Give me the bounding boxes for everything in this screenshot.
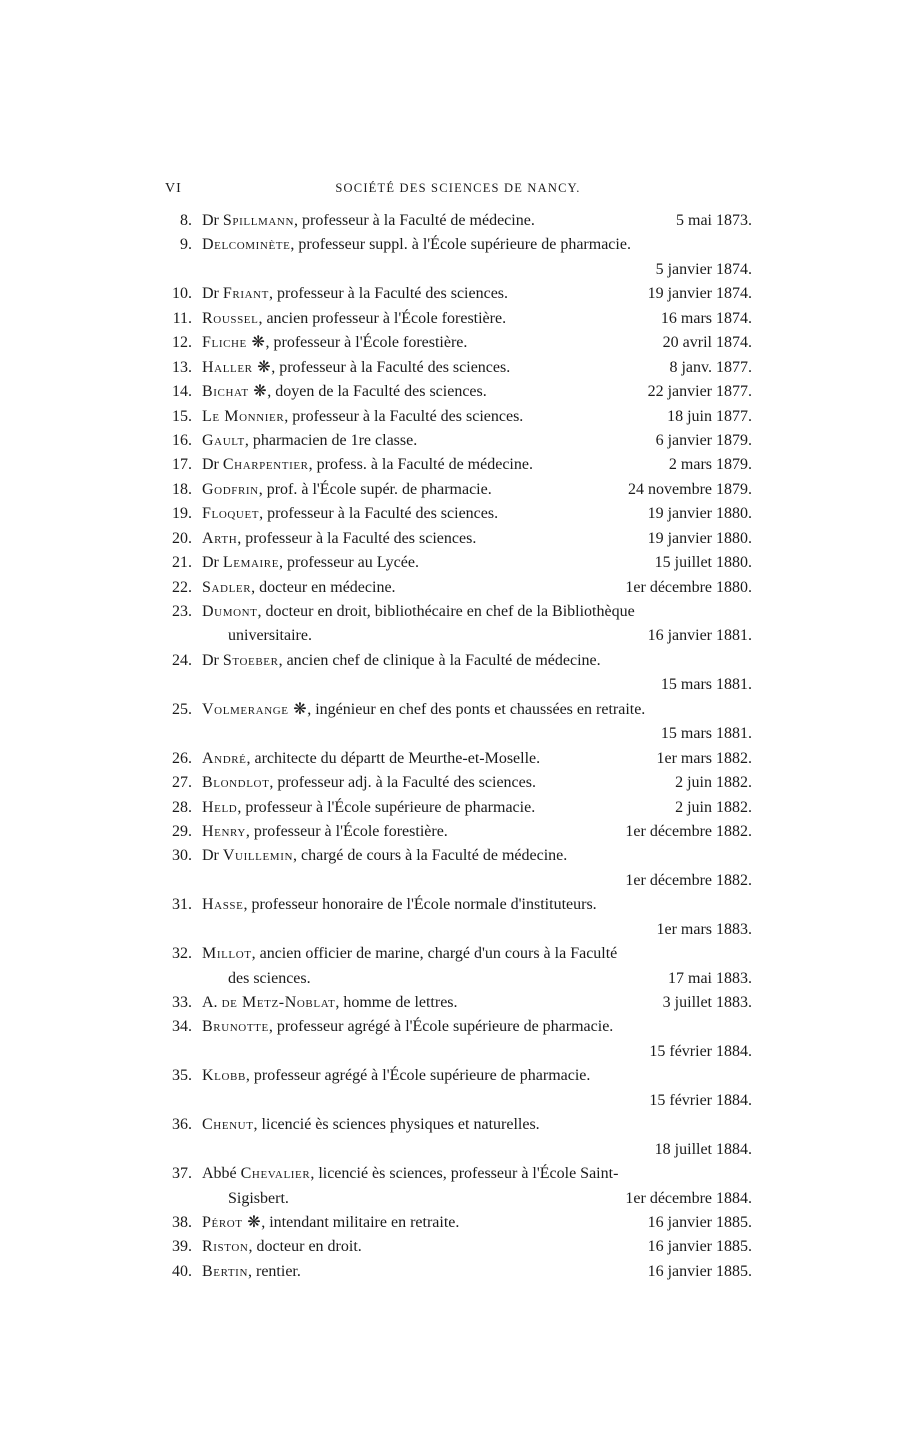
- entry-line: [162, 1260, 752, 1284]
- entry-line: [162, 527, 752, 551]
- entry-line: [162, 478, 752, 502]
- member-title: , ancien professeur à l'École forestière.: [258, 309, 507, 327]
- member-name: Fliche ❋: [202, 334, 266, 352]
- entry-continuation: Sigisbert.: [228, 1189, 289, 1207]
- entry-date-line: [162, 1089, 752, 1113]
- entry-number: 33.: [172, 994, 192, 1011]
- member-name: Bertin: [202, 1262, 248, 1280]
- member-name: Brunotte: [202, 1018, 269, 1036]
- entry-text: [202, 1015, 613, 1039]
- member-title: , ancien officier de marine, chargé d'un cours à la Faculté: [251, 945, 618, 963]
- entry-continuation-line: [162, 967, 752, 991]
- entry-line: [162, 233, 752, 257]
- entry-date: 19 janvier 1880.: [647, 505, 752, 523]
- member-name: Delcominète: [202, 236, 291, 254]
- entry-date: 3 juillet 1883.: [662, 994, 752, 1011]
- entry-date-line: [162, 673, 752, 697]
- entry-number: 35.: [172, 1067, 192, 1085]
- entry-date: 1er mars 1882.: [656, 749, 752, 767]
- entry-text: [202, 356, 510, 380]
- entry-number: 39.: [172, 1238, 192, 1256]
- member-name: Volmerange ❋: [202, 700, 308, 718]
- entry-date: 15 mars 1881.: [660, 725, 752, 743]
- member-name: Friant: [222, 285, 269, 303]
- member-title: , professeur suppl. à l'École supérieure de pharmacie.: [290, 236, 631, 254]
- member-name: Charpentier: [222, 456, 309, 474]
- entry-text: [202, 1162, 618, 1186]
- member-title: , professeur à la Faculté des sciences.: [271, 358, 511, 376]
- member-title: , ingénieur en chef des ponts et chaussées en retraite.: [307, 700, 646, 718]
- member-title: , doyen de la Faculté des sciences.: [267, 383, 487, 401]
- entry-text: [202, 405, 523, 429]
- entry-date: 5 janvier 1874.: [655, 260, 752, 278]
- entry-continuation-line: [162, 1187, 752, 1211]
- list-item: [162, 380, 752, 404]
- list-item: [162, 991, 752, 1015]
- entry-number: 30.: [172, 847, 192, 865]
- entry-number: 37.: [172, 1165, 192, 1183]
- entry-line: [162, 453, 752, 477]
- entry-line: [162, 747, 752, 771]
- entry-number: 26.: [172, 749, 192, 767]
- member-title: , professeur agrégé à l'École supérieure de pharmacie.: [268, 1018, 614, 1036]
- entry-line: [162, 698, 752, 722]
- entry-number: 9.: [180, 236, 192, 254]
- member-title: , profess. à la Faculté de médecine.: [308, 456, 533, 474]
- member-name: Held: [202, 798, 238, 816]
- member-title: , professeur à l'École forestière.: [265, 334, 468, 352]
- member-title: , prof. à l'École supér. de pharmacie.: [258, 480, 492, 498]
- member-name: Stoeber: [222, 651, 279, 669]
- list-item: [162, 942, 752, 991]
- entry-number: 14.: [172, 383, 192, 401]
- list-item: [162, 307, 752, 331]
- member-name: Floquet: [202, 505, 260, 523]
- list-item: [162, 600, 752, 649]
- entry-date: 1er mars 1883.: [656, 920, 752, 938]
- member-title: , architecte du départt de Meurthe-et-Moselle.: [246, 749, 541, 767]
- member-title: , pharmacien de 1re classe.: [244, 431, 418, 449]
- entry-text: [202, 209, 535, 233]
- entry-number: 21.: [172, 554, 192, 572]
- list-item: [162, 796, 752, 820]
- entry-text: [202, 453, 533, 477]
- entry-number: 31.: [172, 896, 192, 914]
- list-item: [162, 527, 752, 551]
- member-name: Gault: [202, 431, 245, 449]
- entry-line: [162, 1015, 752, 1039]
- entry-text: [202, 844, 567, 868]
- entry-text: [202, 576, 396, 600]
- entry-number: 12.: [172, 334, 192, 352]
- entry-date: 5 mai 1873.: [676, 212, 752, 229]
- entry-line: [162, 796, 752, 820]
- entry-line: [162, 502, 752, 526]
- list-item: [162, 233, 752, 282]
- entry-text: [202, 1211, 459, 1235]
- entry-number: 15.: [172, 407, 192, 425]
- entry-date-line: [162, 918, 752, 942]
- member-name: Millot: [202, 945, 252, 963]
- entry-date: 16 mars 1874.: [660, 309, 752, 327]
- entry-prefix: Dr: [202, 285, 223, 303]
- member-name: Chevalier: [240, 1165, 311, 1183]
- entry-text: [202, 527, 476, 551]
- member-title: , homme de lettres.: [335, 994, 458, 1011]
- running-title: SOCIÉTÉ DES SCIENCES DE NANCY.: [335, 181, 581, 195]
- entry-number: 32.: [172, 945, 192, 963]
- member-title: , professeur à la Faculté des sciences.: [269, 285, 509, 303]
- entry-date: 22 janvier 1877.: [647, 383, 752, 401]
- entry-date: 16 janvier 1885.: [647, 1238, 752, 1256]
- entry-number: 38.: [172, 1213, 192, 1231]
- entry-text: [202, 1235, 362, 1259]
- entry-line: [162, 649, 752, 673]
- member-title: , professeur à la Faculté des sciences.: [284, 407, 524, 425]
- member-name: André: [202, 749, 247, 767]
- entry-text: [202, 649, 601, 673]
- entry-text: [202, 747, 540, 771]
- entry-text: [202, 1113, 540, 1137]
- list-item: [162, 1211, 752, 1235]
- member-name: Riston: [202, 1238, 249, 1256]
- entry-line: [162, 429, 752, 453]
- entry-number: 29.: [172, 822, 192, 840]
- list-item: [162, 478, 752, 502]
- entry-number: 40.: [172, 1262, 192, 1280]
- entry-date: 20 avril 1874.: [662, 334, 752, 352]
- member-title: , docteur en droit, bibliothécaire en chef de la Bibliothèque: [257, 603, 635, 620]
- list-item: [162, 282, 752, 306]
- list-item: [162, 893, 752, 942]
- list-item: [162, 1015, 752, 1064]
- entry-line: [162, 771, 752, 795]
- entry-text: [202, 820, 448, 844]
- member-title: , professeur adj. à la Faculté des sciences.: [269, 774, 536, 792]
- entry-date-line: [162, 869, 752, 893]
- entry-continuation: universitaire.: [228, 627, 312, 645]
- list-item: [162, 1113, 752, 1162]
- entry-date: 15 juillet 1880.: [654, 554, 752, 572]
- entry-number: 22.: [172, 578, 192, 596]
- entry-line: [162, 1113, 752, 1137]
- entry-line: [162, 893, 752, 917]
- entry-line: [162, 405, 752, 429]
- entry-line: [162, 282, 752, 306]
- member-title: , professeur à la Faculté des sciences.: [237, 529, 477, 547]
- member-list: [162, 209, 752, 1284]
- entry-number: 18.: [172, 480, 192, 498]
- entry-prefix: A.: [202, 994, 222, 1011]
- entry-text: [202, 380, 487, 404]
- entry-line: [162, 380, 752, 404]
- entry-text: [202, 600, 635, 624]
- entry-number: 25.: [172, 700, 192, 718]
- member-title: , professeur à l'École forestière.: [245, 822, 448, 840]
- entry-prefix: Dr: [202, 847, 223, 865]
- list-item: [162, 771, 752, 795]
- list-item: [162, 844, 752, 893]
- member-name: Godfrin: [202, 480, 259, 498]
- entry-text: [202, 1260, 301, 1284]
- member-name: Chenut: [202, 1116, 254, 1134]
- entry-date: 8 janv. 1877.: [669, 358, 752, 376]
- entry-number: 23.: [172, 603, 192, 620]
- member-title: , professeur honoraire de l'École normale d'instituteurs.: [243, 896, 597, 914]
- member-name: Bichat ❋: [202, 383, 268, 401]
- list-item: [162, 1260, 752, 1284]
- member-name: Klobb: [202, 1067, 246, 1085]
- entry-date: 15 février 1884.: [649, 1042, 752, 1060]
- entry-prefix: Dr: [202, 456, 223, 474]
- member-name: Le Monnier: [202, 407, 285, 425]
- entry-number: 11.: [172, 309, 192, 327]
- member-title: , ancien chef de clinique à la Faculté de médecine.: [278, 651, 601, 669]
- member-title: , chargé de cours à la Faculté de médecine.: [293, 847, 568, 865]
- list-item: [162, 1162, 752, 1211]
- member-title: , professeur agrégé à l'École supérieure de pharmacie.: [245, 1067, 591, 1085]
- entry-date: 15 mars 1881.: [660, 676, 752, 694]
- entry-number: 20.: [172, 529, 192, 547]
- entry-line: [162, 991, 752, 1015]
- entry-number: 36.: [172, 1116, 192, 1134]
- list-item: [162, 429, 752, 453]
- entry-prefix: Abbé: [202, 1165, 241, 1183]
- entry-number: 34.: [172, 1018, 192, 1036]
- entry-date: 1er décembre 1880.: [625, 578, 752, 596]
- member-title: , professeur à la Faculté de médecine.: [294, 212, 535, 229]
- member-title: , licencié ès sciences physiques et naturelles.: [253, 1116, 540, 1134]
- entry-text: [202, 307, 506, 331]
- member-title: , licencié ès sciences, professeur à l'École Saint-: [310, 1165, 619, 1183]
- member-name: Henry: [202, 822, 246, 840]
- entry-date: 1er décembre 1882.: [625, 871, 752, 889]
- member-title: , docteur en droit.: [248, 1238, 362, 1256]
- entry-date: 2 juin 1882.: [675, 774, 752, 792]
- member-name: Roussel: [202, 309, 259, 327]
- entry-line: [162, 576, 752, 600]
- entry-date-line: [162, 1040, 752, 1064]
- entry-date: 17 mai 1883.: [668, 969, 752, 987]
- member-title: , professeur à l'École supérieure de pharmacie.: [237, 798, 536, 816]
- member-name: Arth: [202, 529, 238, 547]
- entry-line: [162, 1211, 752, 1235]
- list-item: [162, 698, 752, 747]
- entry-number: 28.: [172, 798, 192, 816]
- entry-text: [202, 771, 536, 795]
- entry-line: [162, 1162, 752, 1186]
- entry-prefix: Dr: [202, 554, 223, 572]
- member-name: Sadler: [202, 578, 252, 596]
- entry-text: [202, 893, 597, 917]
- entry-date: 16 janvier 1881.: [647, 627, 752, 645]
- entry-date: 18 juin 1877.: [667, 407, 752, 425]
- entry-date: 16 janvier 1885.: [647, 1262, 752, 1280]
- entry-line: [162, 844, 752, 868]
- member-name: Pérot ❋: [202, 1213, 262, 1231]
- entry-text: [202, 991, 458, 1015]
- entry-date-line: [162, 1138, 752, 1162]
- member-name: Lemaire: [222, 554, 280, 572]
- member-name: Hasse: [202, 896, 244, 914]
- page-header: [165, 181, 751, 201]
- entry-date: 6 janvier 1879.: [655, 431, 752, 449]
- member-title: , intendant militaire en retraite.: [261, 1213, 460, 1231]
- list-item: [162, 747, 752, 771]
- member-title: , professeur au Lycée.: [279, 554, 419, 572]
- entry-text: [202, 502, 498, 526]
- entry-line: [162, 942, 752, 966]
- entry-number: 16.: [172, 431, 192, 449]
- list-item: [162, 405, 752, 429]
- list-item: [162, 331, 752, 355]
- entry-text: [202, 233, 631, 257]
- entry-line: [162, 356, 752, 380]
- list-item: [162, 502, 752, 526]
- entry-number: 19.: [172, 505, 192, 523]
- entry-line: [162, 1064, 752, 1088]
- page-folio: VI: [165, 181, 182, 196]
- entry-number: 10.: [172, 285, 192, 303]
- member-name: Vuillemin: [222, 847, 293, 865]
- entry-number: 27.: [172, 774, 192, 792]
- list-item: [162, 1235, 752, 1259]
- entry-date: 19 janvier 1880.: [647, 529, 752, 547]
- member-name: de Metz-Noblat: [221, 994, 336, 1011]
- entry-line: [162, 600, 752, 624]
- list-item: [162, 1064, 752, 1113]
- entry-date: 24 novembre 1879.: [628, 480, 752, 498]
- member-title: , rentier.: [248, 1262, 301, 1280]
- entry-date-line: [162, 258, 752, 282]
- entry-continuation: des sciences.: [228, 969, 311, 987]
- entry-date: 15 février 1884.: [649, 1091, 752, 1109]
- entry-prefix: Dr: [202, 212, 223, 229]
- list-item: [162, 820, 752, 844]
- entry-number: 24.: [172, 651, 192, 669]
- member-name: Blondlot: [202, 774, 270, 792]
- list-item: [162, 453, 752, 477]
- entry-number: 8.: [180, 212, 192, 229]
- entry-text: [202, 331, 467, 355]
- entry-text: [202, 796, 535, 820]
- entry-date: 1er décembre 1884.: [625, 1189, 752, 1207]
- list-item: [162, 356, 752, 380]
- entry-text: [202, 1064, 590, 1088]
- entry-number: 17.: [172, 456, 192, 474]
- list-item: [162, 649, 752, 698]
- entry-line: [162, 551, 752, 575]
- entry-text: [202, 698, 645, 722]
- list-item: [162, 576, 752, 600]
- entry-date: 18 juillet 1884.: [654, 1140, 752, 1158]
- member-name: Dumont: [202, 603, 258, 620]
- entry-line: [162, 820, 752, 844]
- entry-line: [162, 307, 752, 331]
- entry-text: [202, 942, 617, 966]
- member-title: , docteur en médecine.: [251, 578, 396, 596]
- entry-date: 19 janvier 1874.: [647, 285, 752, 303]
- list-item: [162, 209, 752, 233]
- entry-line: [162, 1235, 752, 1259]
- entry-line: [162, 209, 752, 233]
- entry-date-line: [162, 722, 752, 746]
- member-name: Haller ❋: [202, 358, 272, 376]
- member-title: , professeur à la Faculté des sciences.: [259, 505, 499, 523]
- entry-date: 1er décembre 1882.: [625, 822, 752, 840]
- list-item: [162, 551, 752, 575]
- entry-text: [202, 478, 492, 502]
- member-name: Spillmann: [222, 212, 295, 229]
- entry-text: [202, 551, 419, 575]
- entry-date: 2 juin 1882.: [675, 798, 752, 816]
- entry-text: [202, 429, 417, 453]
- entry-continuation-line: [162, 624, 752, 648]
- entry-date: 2 mars 1879.: [668, 456, 752, 474]
- entry-number: 13.: [172, 358, 192, 376]
- entry-text: [202, 282, 508, 306]
- entry-prefix: Dr: [202, 651, 223, 669]
- entry-date: 16 janvier 1885.: [647, 1213, 752, 1231]
- entry-line: [162, 331, 752, 355]
